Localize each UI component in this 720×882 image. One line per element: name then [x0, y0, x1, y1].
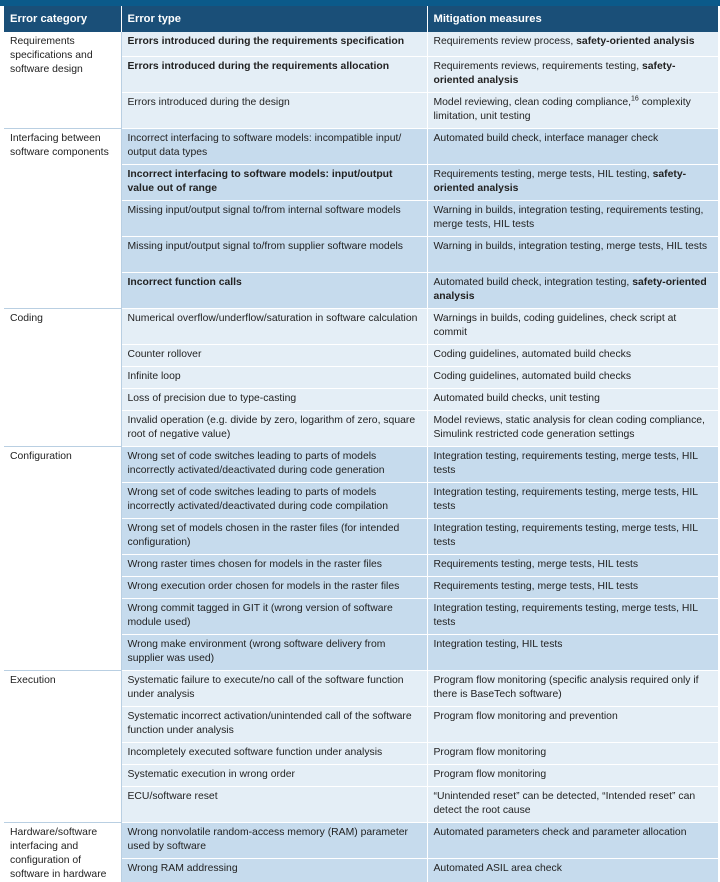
mitigation-text-continued: complexity limitation, unit testing: [433, 96, 691, 122]
table-row: [4, 308, 718, 344]
mitigation-text: Integration testing, requirements testing, merge tests, HIL tests: [433, 522, 698, 548]
error-type-cell: Missing input/output signal to/from internal software models: [121, 200, 427, 236]
category-cell: Configuration: [4, 446, 121, 670]
mitigation-emphasis: safety-oriented analysis: [433, 168, 687, 194]
error-type-cell: Wrong set of models chosen in the raster files (for intended configuration): [121, 518, 427, 554]
mitigation-text: Automated build check, interface manager check: [433, 132, 659, 144]
mitigation-cell: [427, 786, 718, 822]
mitigation-cell: [427, 92, 718, 128]
mitigation-cell: [427, 308, 718, 344]
mitigation-text: Warning in builds, integration testing, requirements testing, merge tests, HIL tests: [433, 204, 704, 230]
error-type-cell: Wrong execution order chosen for models in the raster files: [121, 576, 427, 598]
mitigation-text: Coding guidelines, automated build checks: [433, 348, 632, 360]
mitigation-cell: [427, 344, 718, 366]
error-type-cell: Errors introduced during the requirements allocation: [121, 56, 427, 92]
table-row: [4, 670, 718, 706]
error-type-cell: Numerical overflow/underflow/saturation in software calculation: [121, 308, 427, 344]
mitigation-cell: [427, 272, 718, 308]
error-type-cell: Systematic failure to execute/no call of the software function under analysis: [121, 670, 427, 706]
mitigation-text: Integration testing, requirements testing, merge tests, HIL tests: [433, 602, 698, 628]
mitigation-text: Automated parameters check and parameter allocation: [433, 826, 687, 838]
mitigation-emphasis: safety-oriented analysis: [576, 36, 695, 47]
mitigation-text: Requirements review process,: [433, 36, 577, 47]
error-type-cell: Incorrect interfacing to software models: input/output value out of range: [121, 164, 427, 200]
error-type-cell: Wrong make environment (wrong software delivery from supplier was used): [121, 634, 427, 670]
category-cell: Hardware/software interfacing and configuration of software in hardware: [4, 822, 121, 882]
table-row: [4, 446, 718, 482]
error-type-cell: Counter rollover: [121, 344, 427, 366]
error-type-cell: Incorrect interfacing to software models: incompatible input/ output data types: [121, 128, 427, 164]
error-type-cell: Wrong nonvolatile random-access memory (RAM) parameter used by software: [121, 822, 427, 858]
group-execution: [4, 670, 718, 822]
mitigation-text: Warning in builds, integration testing, merge tests, HIL tests: [433, 240, 708, 252]
header-mitigation-measures: Mitigation measures: [427, 6, 718, 32]
group-coding: [4, 308, 718, 446]
mitigation-cell: [427, 822, 718, 858]
error-mitigation-table: [4, 6, 718, 882]
error-type-cell: Loss of precision due to type-casting: [121, 388, 427, 410]
table-row: [4, 822, 718, 858]
category-cell: Requirements specifications and software design: [4, 32, 121, 128]
table-row: [4, 32, 718, 56]
header-row: [4, 6, 718, 32]
mitigation-cell: [427, 576, 718, 598]
error-type-cell: Incompletely executed software function under analysis: [121, 742, 427, 764]
error-type-cell: Invalid operation (e.g. divide by zero, logarithm of zero, square root of negative value): [121, 410, 427, 446]
mitigation-cell: [427, 410, 718, 446]
mitigation-text: Automated build check, integration testing,: [433, 276, 633, 288]
error-type-cell: Missing input/output signal to/from supplier software models: [121, 236, 427, 272]
mitigation-cell: [427, 236, 718, 272]
category-cell: Interfacing between software components: [4, 128, 121, 308]
mitigation-cell: [427, 366, 718, 388]
group-requirements: [4, 32, 718, 128]
mitigation-text: Requirements testing, merge tests, HIL tests: [433, 558, 639, 570]
mitigation-text: Model reviewing, clean coding compliance,: [433, 96, 632, 108]
mitigation-cell: [427, 554, 718, 576]
mitigation-text: Program flow monitoring: [433, 746, 547, 758]
group-interfacing: [4, 128, 718, 308]
table-row: [4, 128, 718, 164]
mitigation-cell: [427, 742, 718, 764]
error-type-cell: Wrong set of code switches leading to parts of models incorrectly activated/deactivated during code generation: [121, 446, 427, 482]
mitigation-text: “Unintended reset” can be detected, “Intended reset” can detect the root cause: [433, 790, 696, 816]
error-type-cell: Systematic incorrect activation/unintended call of the software function under analysis: [121, 706, 427, 742]
mitigation-text: Integration testing, requirements testing, merge tests, HIL tests: [433, 486, 698, 512]
mitigation-text: Requirements testing, merge tests, HIL testing,: [433, 168, 653, 180]
mitigation-cell: [427, 32, 718, 56]
mitigation-cell: [427, 858, 718, 882]
footnote-reference: 16: [631, 95, 639, 103]
mitigation-cell: [427, 598, 718, 634]
mitigation-text: Integration testing, requirements testing, merge tests, HIL tests: [433, 450, 698, 476]
mitigation-text: Automated build checks, unit testing: [433, 392, 600, 404]
error-type-cell: Wrong commit tagged in GIT it (wrong version of software module used): [121, 598, 427, 634]
error-type-cell: Errors introduced during the requirements specification: [121, 32, 427, 56]
mitigation-cell: [427, 388, 718, 410]
error-type-cell: Incorrect function calls: [121, 272, 427, 308]
category-cell: Execution: [4, 670, 121, 822]
mitigation-cell: [427, 518, 718, 554]
mitigation-emphasis: safety-oriented analysis: [433, 60, 676, 86]
mitigation-text: Program flow monitoring and prevention: [433, 710, 618, 722]
mitigation-cell: [427, 446, 718, 482]
header-error-type: Error type: [121, 6, 427, 32]
mitigation-cell: [427, 128, 718, 164]
mitigation-cell: [427, 56, 718, 92]
group-configuration: [4, 446, 718, 670]
mitigation-cell: [427, 764, 718, 786]
mitigation-emphasis: safety-oriented analysis: [433, 276, 707, 302]
mitigation-cell: [427, 482, 718, 518]
header-error-category: Error category: [4, 6, 121, 32]
mitigation-text: Automated ASIL area check: [433, 862, 562, 874]
error-type-cell: Wrong raster times chosen for models in the raster files: [121, 554, 427, 576]
mitigation-text: Requirements reviews, requirements testing,: [433, 60, 642, 72]
mitigation-text: Program flow monitoring: [433, 768, 547, 780]
error-type-cell: Errors introduced during the design: [121, 92, 427, 128]
mitigation-text: Warnings in builds, coding guidelines, check script at commit: [433, 312, 677, 338]
error-type-cell: Wrong set of code switches leading to parts of models incorrectly activated/deactivated during code compilation: [121, 482, 427, 518]
group-hardware-software: [4, 822, 718, 882]
error-type-cell: Systematic execution in wrong order: [121, 764, 427, 786]
mitigation-cell: [427, 706, 718, 742]
mitigation-cell: [427, 200, 718, 236]
mitigation-cell: [427, 634, 718, 670]
mitigation-text: Integration testing, HIL tests: [433, 638, 563, 650]
error-type-cell: Infinite loop: [121, 366, 427, 388]
mitigation-text: Requirements testing, merge tests, HIL tests: [433, 580, 639, 592]
mitigation-text: Program flow monitoring (specific analysis required only if there is BaseTech software): [433, 674, 699, 700]
mitigation-cell: [427, 670, 718, 706]
mitigation-text: Coding guidelines, automated build checks: [433, 370, 632, 382]
mitigation-text: Model reviews, static analysis for clean coding compliance, Simulink restricted code generation settings: [433, 414, 705, 440]
category-cell: Coding: [4, 308, 121, 446]
error-type-cell: Wrong RAM addressing: [121, 858, 427, 882]
error-type-cell: ECU/software reset: [121, 786, 427, 822]
mitigation-cell: [427, 164, 718, 200]
